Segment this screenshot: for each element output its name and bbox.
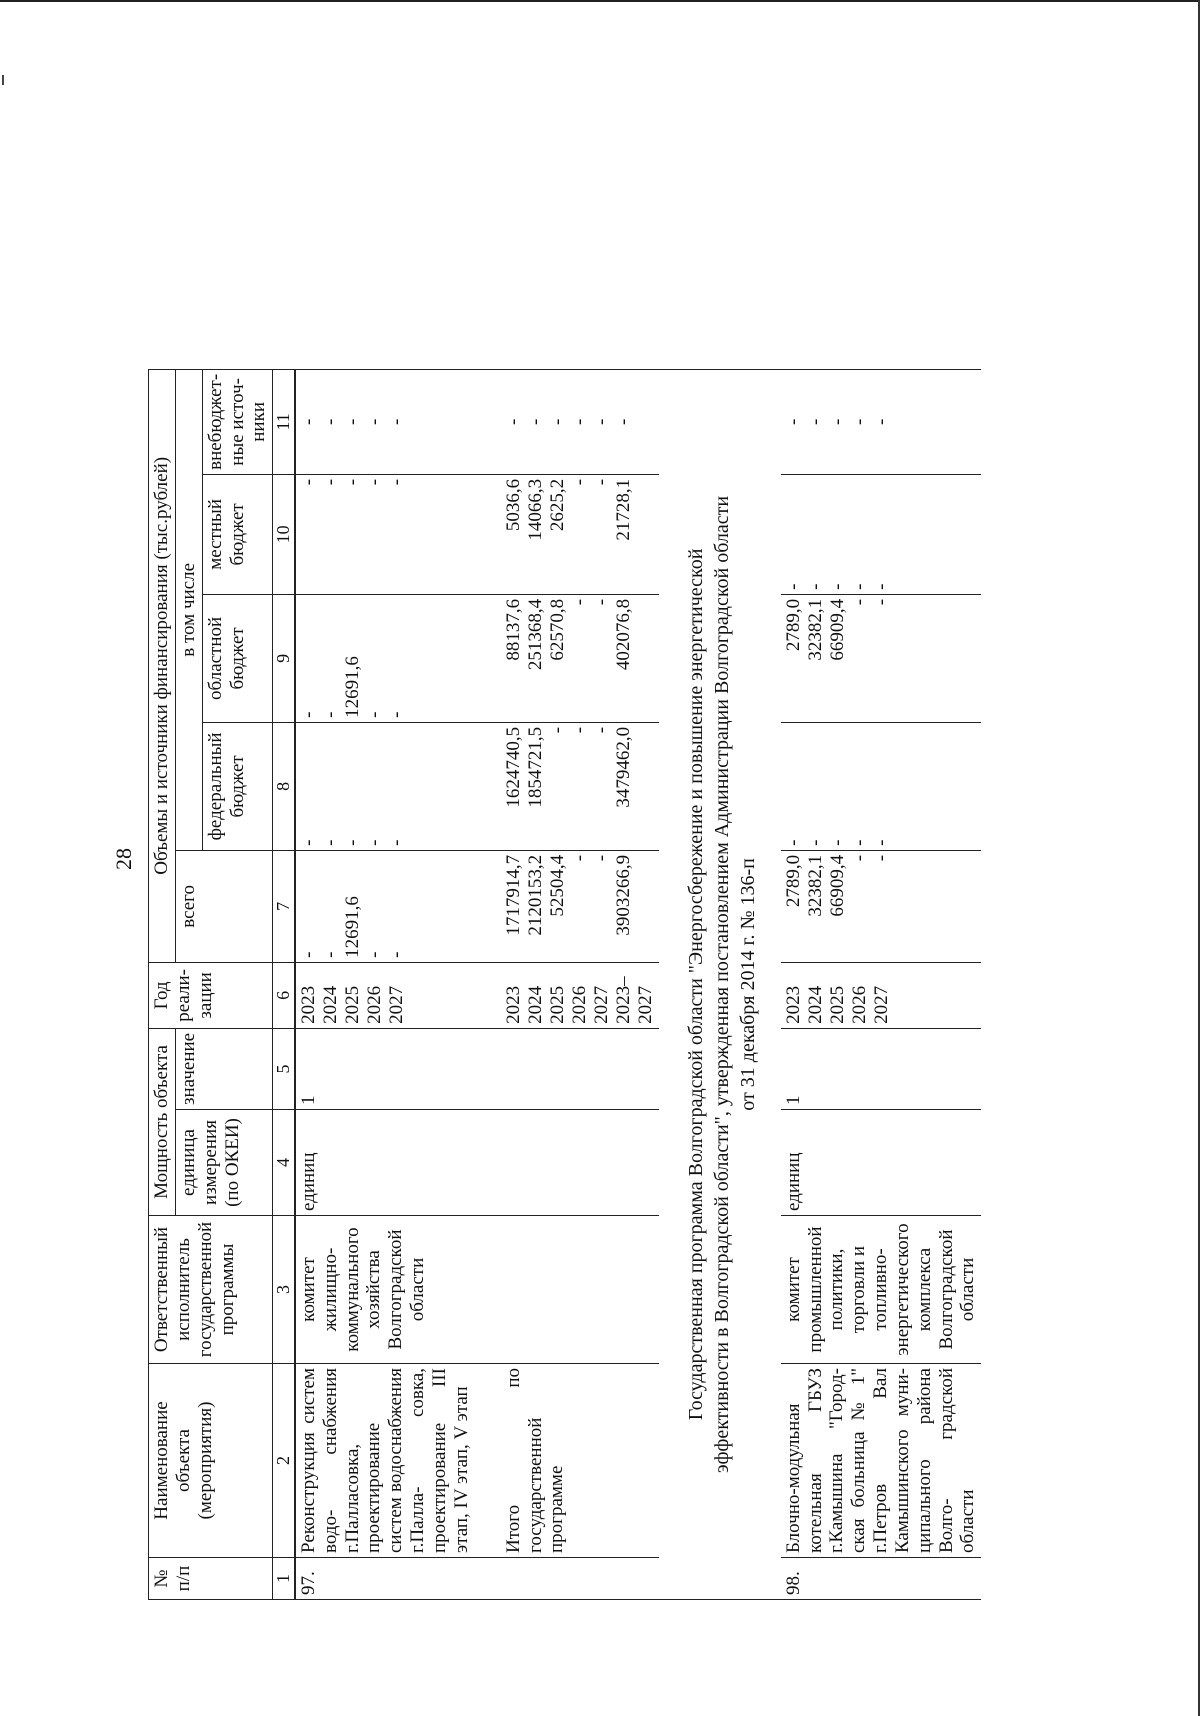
total-cell: - xyxy=(297,951,319,958)
page-number: 28 xyxy=(111,848,136,870)
extra-cell: - xyxy=(319,418,341,426)
header-capacity: Мощность объекта xyxy=(149,1028,176,1215)
header-extrabudget: внебюджет- ные источ- ники xyxy=(202,369,273,474)
local-cell: 2625,2 xyxy=(546,478,568,532)
header-year: Год реали- зации xyxy=(149,962,273,1028)
local-cell: - xyxy=(590,478,612,486)
federal-cell: - xyxy=(297,839,319,846)
header-unit: единица измерения (по ОКЕИ) xyxy=(175,1110,272,1216)
total-cell: 2789,0 xyxy=(782,854,804,908)
program-title-row xyxy=(659,369,781,1599)
federal-cell: - xyxy=(848,839,870,846)
local-values xyxy=(475,474,659,594)
extra-cell: - xyxy=(502,418,524,426)
header-total: всего xyxy=(175,850,272,962)
years xyxy=(781,962,982,1028)
local-values xyxy=(781,474,982,594)
object-name: Блочно-модульная котельная ГБУЗ г.Камышина "Город- ская больница № 1" г.Петров Вал Камышинского муни- ципального района Волго- градской области xyxy=(781,1364,982,1558)
local-values xyxy=(295,474,475,594)
year: 2025 xyxy=(546,985,568,1024)
extra-cell: - xyxy=(826,418,848,426)
col-number: 1 xyxy=(273,1558,295,1600)
total-cell: - xyxy=(385,951,407,958)
regional-cell: - xyxy=(568,598,590,606)
scan-edge-top xyxy=(0,0,1200,2)
regional-cell: - xyxy=(319,711,341,718)
federal-cell: 3479462,0 xyxy=(612,726,634,808)
table-row-total xyxy=(475,369,659,1599)
header-value: значение xyxy=(175,1028,272,1109)
federal-cell: - xyxy=(385,839,407,846)
extra-values xyxy=(475,369,659,474)
federal-cell: 1624740,5 xyxy=(502,726,524,808)
local-cell: - xyxy=(319,478,341,486)
extra-cell: - xyxy=(848,418,870,426)
federal-cell: - xyxy=(782,839,804,846)
extra-cell: - xyxy=(341,418,363,426)
header-funding: Объемы и источники финансирования (тыс.рублей) xyxy=(149,369,176,962)
total-cell: 1717914,7 xyxy=(502,854,524,936)
local-cell: - xyxy=(297,478,319,486)
local-cell: - xyxy=(341,478,363,486)
col-number: 3 xyxy=(273,1216,295,1364)
header-name: Наименование объекта (мероприятия) xyxy=(149,1364,273,1558)
total-cell: 12691,6 xyxy=(341,896,363,958)
year: 2027 xyxy=(634,985,656,1024)
row-number: 97. xyxy=(295,1558,475,1600)
total-label: Итого по государственной программе xyxy=(475,1364,659,1558)
table-row-97 xyxy=(295,369,475,1599)
row-number: 98. xyxy=(781,1558,982,1600)
local-cell: - xyxy=(363,478,385,486)
extra-values xyxy=(295,369,475,474)
federal-cell: - xyxy=(341,839,363,846)
local-cell: - xyxy=(568,478,590,486)
value: 1 xyxy=(781,1028,982,1109)
extra-cell: - xyxy=(782,418,804,426)
header-regional: областной бюджет xyxy=(202,594,273,722)
total-cell: - xyxy=(870,854,892,862)
regional-cell: 12691,6 xyxy=(341,656,363,718)
year: 2026 xyxy=(568,985,590,1024)
regional-values xyxy=(781,594,982,722)
unit: единиц xyxy=(295,1110,475,1216)
year: 2027 xyxy=(870,985,892,1024)
federal-cell: - xyxy=(568,726,590,734)
years xyxy=(295,962,475,1028)
total-cell: - xyxy=(363,951,385,958)
year: 2025 xyxy=(341,985,363,1024)
federal-cell: - xyxy=(546,726,568,734)
col-number: 6 xyxy=(273,962,295,1028)
extra-cell: - xyxy=(612,418,634,426)
header-no: № п/п xyxy=(149,1558,273,1600)
year: 2024 xyxy=(319,985,341,1024)
extra-cell: - xyxy=(524,418,546,426)
federal-cell: - xyxy=(590,726,612,734)
regional-cell: 2789,0 xyxy=(782,598,804,652)
regional-cell: 251368,4 xyxy=(524,598,546,671)
local-cell: - xyxy=(804,583,826,590)
extra-cell: - xyxy=(385,418,407,426)
executor: комитет жилищно- коммунального хозяйства Волгоградской области xyxy=(295,1216,475,1364)
regional-values xyxy=(295,594,475,722)
extra-cell: - xyxy=(546,418,568,426)
regional-cell: - xyxy=(385,711,407,718)
col-number: 10 xyxy=(273,474,295,594)
local-cell: - xyxy=(826,583,848,590)
header-including: в том числе xyxy=(175,369,202,850)
extra-cell: - xyxy=(590,418,612,426)
regional-cell: - xyxy=(297,711,319,718)
total-cell: 32382,1 xyxy=(804,854,826,917)
regional-cell: 32382,1 xyxy=(804,598,826,661)
regional-cell: 402076,8 xyxy=(612,598,634,671)
col-number: 11 xyxy=(273,369,295,474)
year: 2023– xyxy=(612,976,634,1024)
total-cell: 52504,4 xyxy=(546,854,568,917)
col-number: 2 xyxy=(273,1364,295,1558)
year: 2024 xyxy=(804,985,826,1024)
extra-cell: - xyxy=(568,418,590,426)
local-cell: - xyxy=(782,583,804,590)
col-number: 9 xyxy=(273,594,295,722)
extra-cell: - xyxy=(870,418,892,426)
federal-values xyxy=(781,722,982,850)
extra-cell: - xyxy=(804,418,826,426)
federal-cell: - xyxy=(319,839,341,846)
year: 2023 xyxy=(782,985,804,1024)
local-cell: 14066,3 xyxy=(524,478,546,541)
federal-cell: - xyxy=(870,839,892,846)
total-values xyxy=(781,850,982,962)
extra-values xyxy=(781,369,982,474)
header-numbers-row xyxy=(273,369,295,1599)
year: 2023 xyxy=(297,985,319,1024)
total-cell: - xyxy=(590,854,612,862)
table-header xyxy=(149,369,295,1599)
regional-cell: 66909,4 xyxy=(826,598,848,661)
regional-cell: 88137,6 xyxy=(502,598,524,661)
local-cell: - xyxy=(870,583,892,590)
executor: комитет промышленной политики, торговли и топливно- энергетического комплекса Волгоградской области xyxy=(781,1216,982,1364)
col-number: 7 xyxy=(273,850,295,962)
unit: единиц xyxy=(781,1110,982,1216)
objects-table xyxy=(148,369,981,1600)
col-number: 8 xyxy=(273,722,295,850)
total-cell: 66909,4 xyxy=(826,854,848,917)
year: 2027 xyxy=(385,985,407,1024)
federal-cell: - xyxy=(804,839,826,846)
rotated-page xyxy=(148,70,1148,1600)
extra-cell: - xyxy=(297,418,319,426)
regional-cell: - xyxy=(870,598,892,606)
federal-values xyxy=(475,722,659,850)
regional-cell: - xyxy=(848,598,870,606)
scan-mark xyxy=(2,75,4,85)
total-cell: 2120153,2 xyxy=(524,854,546,936)
total-cell: - xyxy=(319,951,341,958)
object-name: Реконструкция систем водо- снабжения г.Палласовка, проектирование систем водоснабжения г.Палла- совка, проектирование III этап, IV этап, V этап xyxy=(295,1364,475,1558)
program-title: Государственная программа Волгоградской области "Энергосбережение и повышение энергетической эффективности в Волгоградской области", утвержденная постановлением Администрации Волгоградской области от 31 декабря 2014 г. № 136-п xyxy=(659,369,781,1599)
year: 2025 xyxy=(826,985,848,1024)
total-cell: - xyxy=(568,854,590,862)
col-number: 4 xyxy=(273,1110,295,1216)
year: 2024 xyxy=(524,985,546,1024)
table-row-98 xyxy=(781,369,982,1599)
header-federal: федеральный бюджет xyxy=(202,722,273,850)
total-cell: 3903266,9 xyxy=(612,854,634,936)
local-cell: 5036,6 xyxy=(502,478,524,532)
header-executor: Ответственный исполнитель государственной программы xyxy=(149,1216,273,1364)
table-body xyxy=(295,369,981,1599)
col-number: 5 xyxy=(273,1028,295,1109)
total-values xyxy=(475,850,659,962)
local-cell: 21728,1 xyxy=(612,478,634,541)
federal-cell: - xyxy=(826,839,848,846)
federal-cell: - xyxy=(363,839,385,846)
total-cell: - xyxy=(848,854,870,862)
header-local: местный бюджет xyxy=(202,474,273,594)
regional-values xyxy=(475,594,659,722)
year: 2027 xyxy=(590,985,612,1024)
year: 2026 xyxy=(363,985,385,1024)
local-cell: - xyxy=(848,583,870,590)
federal-values xyxy=(295,722,475,850)
years xyxy=(475,962,659,1028)
total-values xyxy=(295,850,475,962)
value: 1 xyxy=(295,1028,475,1109)
extra-cell: - xyxy=(363,418,385,426)
year: 2023 xyxy=(502,985,524,1024)
regional-cell: - xyxy=(363,711,385,718)
regional-cell: - xyxy=(590,598,612,606)
local-cell: - xyxy=(385,478,407,486)
year: 2026 xyxy=(848,985,870,1024)
regional-cell: 62570,8 xyxy=(546,598,568,661)
federal-cell: 1854721,5 xyxy=(524,726,546,808)
